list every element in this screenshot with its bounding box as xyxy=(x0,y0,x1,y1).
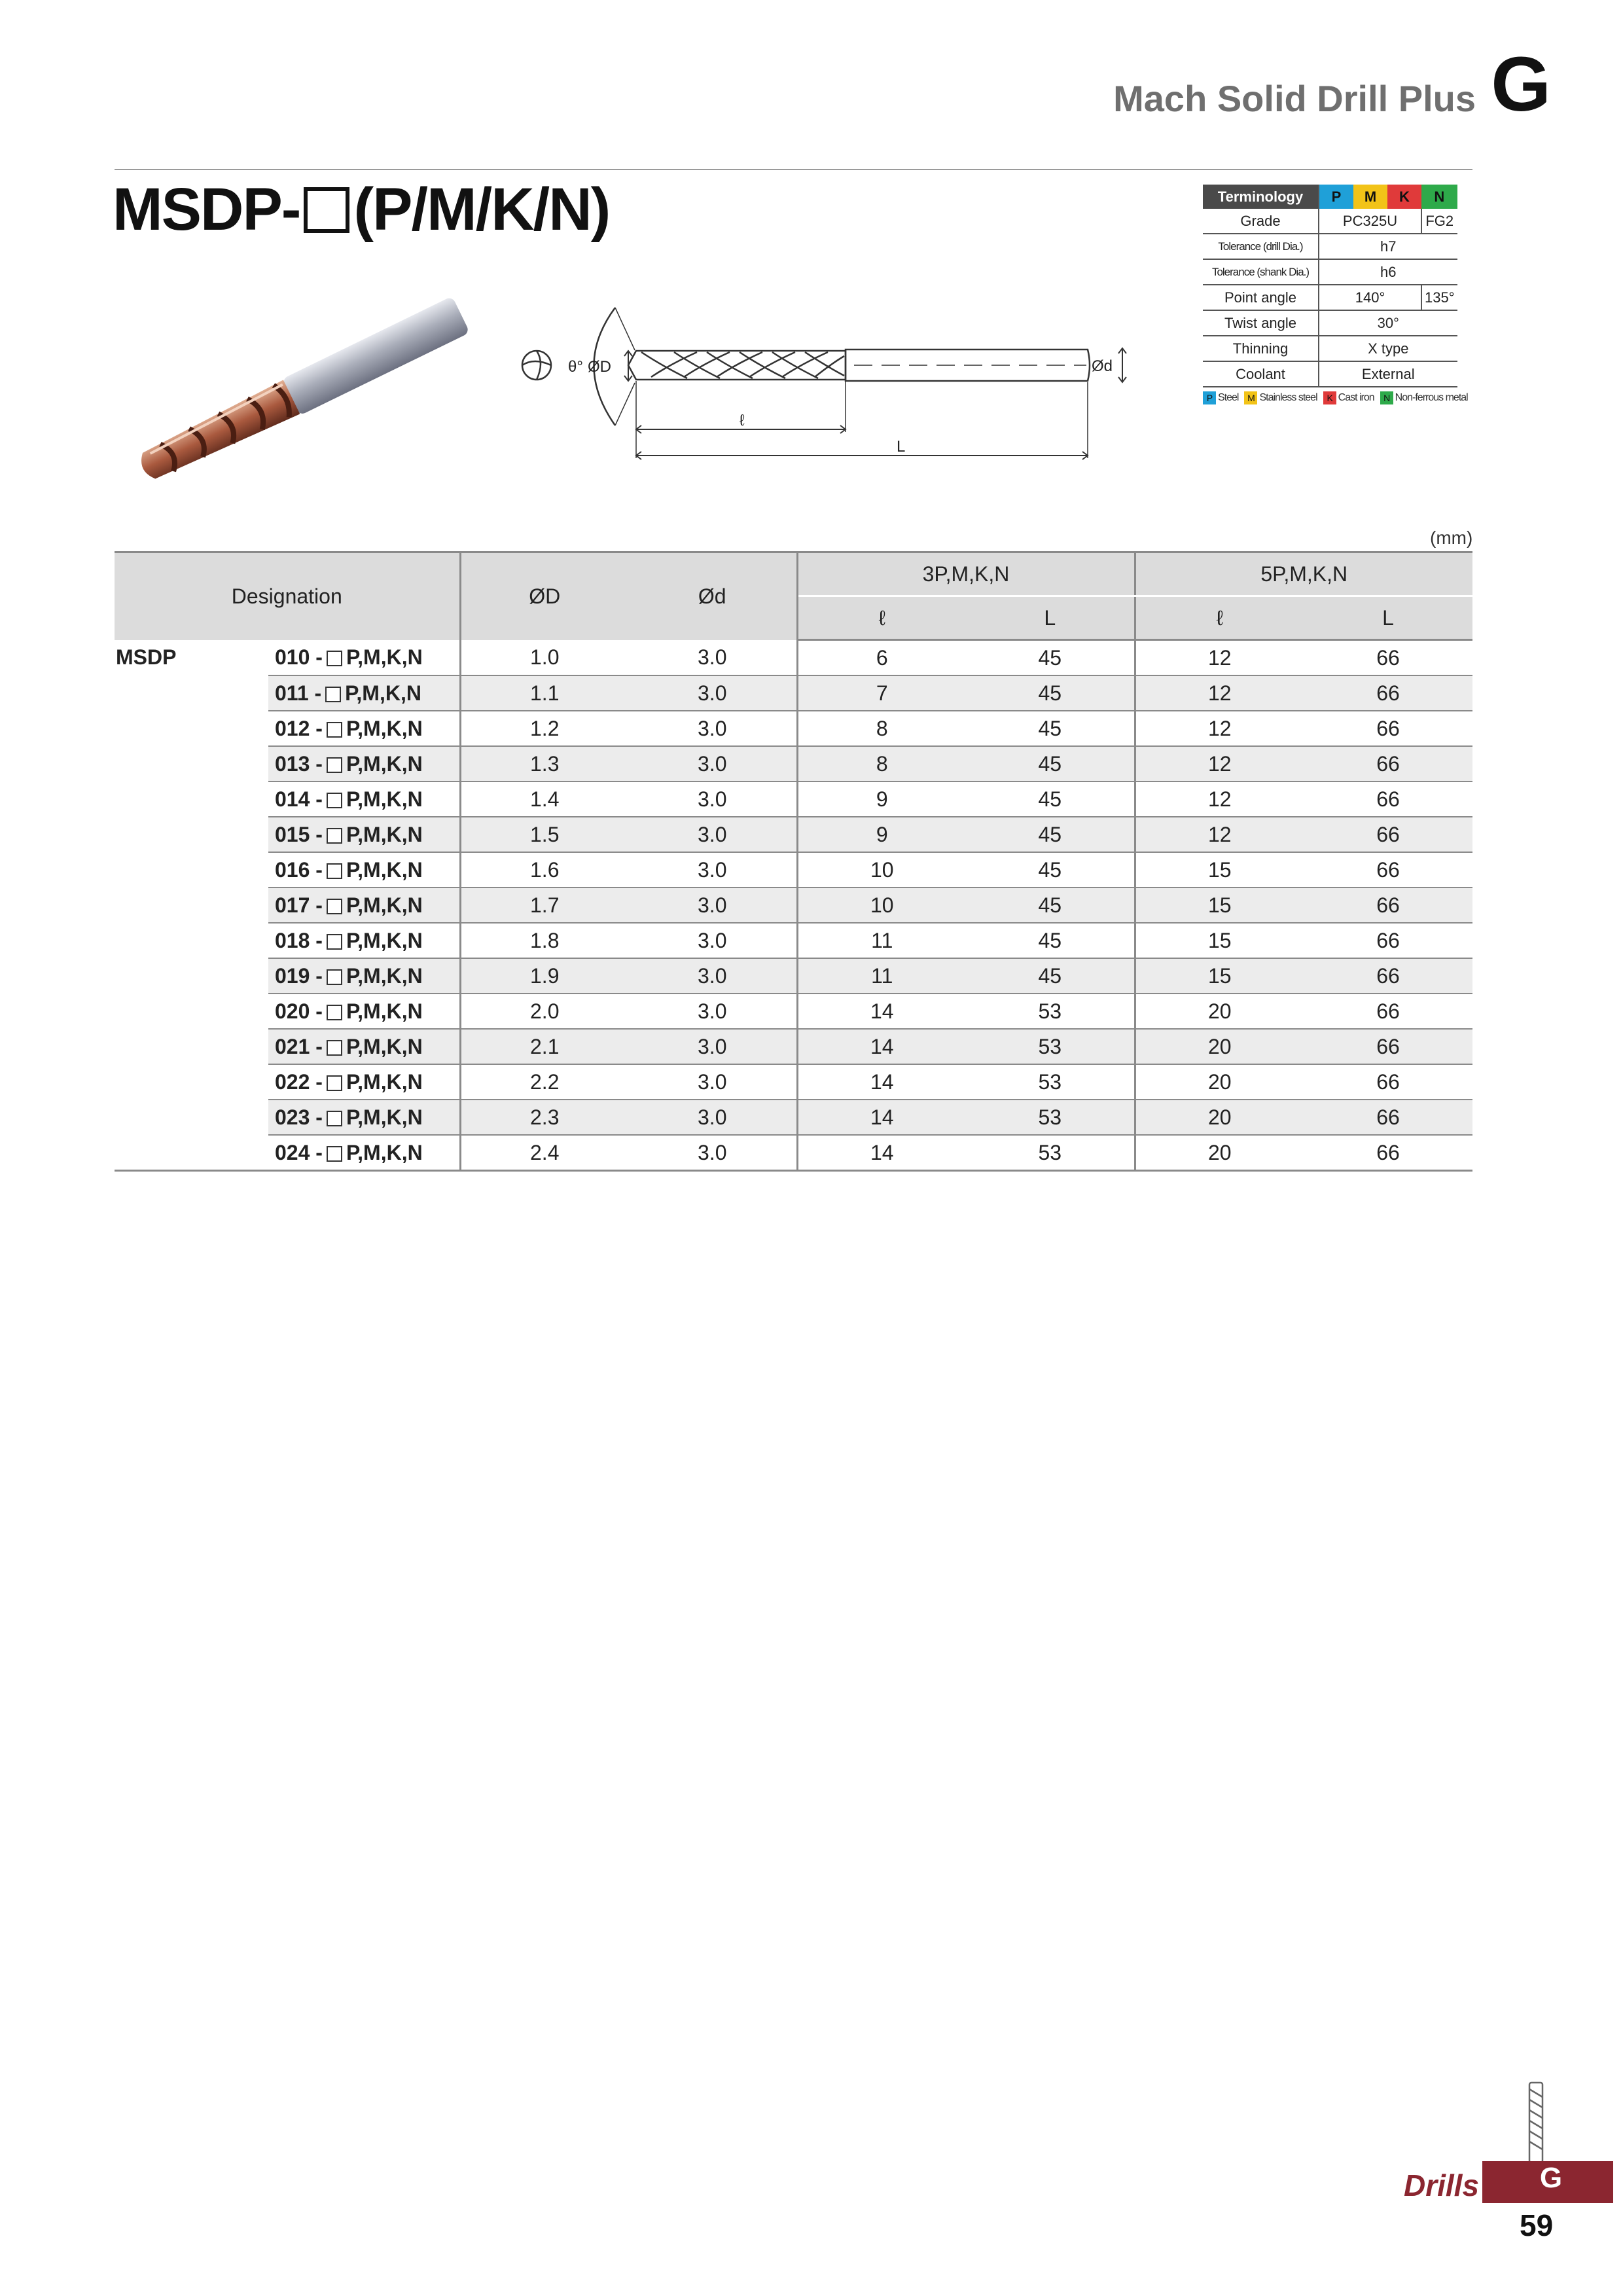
designation-suffix: P,M,K,N xyxy=(346,1105,423,1129)
designation-code: 021 - xyxy=(275,1034,323,1058)
material-p: P xyxy=(1319,185,1353,209)
series-cell xyxy=(115,711,268,746)
term-label: Thinning xyxy=(1203,336,1319,361)
material-m: M xyxy=(1353,185,1387,209)
shank-dia-cell: 3.0 xyxy=(628,1100,797,1135)
shank-dia-cell: 3.0 xyxy=(628,817,797,852)
overall-length-label: L xyxy=(897,438,906,456)
flute-length-3d-cell: 10 xyxy=(797,852,966,888)
drill-dia-cell: 1.3 xyxy=(460,746,628,781)
overall-length-3d-cell: 45 xyxy=(966,852,1135,888)
designation-cell xyxy=(268,781,460,817)
designation-suffix: P,M,K,N xyxy=(345,681,421,705)
series-cell xyxy=(115,852,268,888)
legend-text: Cast iron xyxy=(1338,392,1374,403)
series-cell: MSDP xyxy=(116,645,177,670)
shank-dia-cell: 3.0 xyxy=(628,1064,797,1100)
placeholder-box-icon xyxy=(327,1005,342,1020)
flute-length-5d-cell: 12 xyxy=(1135,675,1304,711)
terminology-title: Terminology xyxy=(1203,185,1319,209)
drill-dia-cell: 2.3 xyxy=(460,1100,628,1135)
shank-dia-label: Ød xyxy=(1092,357,1113,375)
header-group-5d: 5P,M,K,N xyxy=(1135,552,1472,596)
placeholder-box-icon xyxy=(325,687,341,702)
series-cell xyxy=(115,817,268,852)
flute-length-5d-cell: 15 xyxy=(1135,888,1304,923)
designation-suffix: P,M,K,N xyxy=(346,928,423,952)
placeholder-box-icon xyxy=(327,1075,342,1091)
flute-length-3d-cell: 11 xyxy=(797,958,966,994)
drill-dia-cell: 2.1 xyxy=(460,1029,628,1064)
shank-dia-cell: 3.0 xyxy=(628,675,797,711)
dimension-table xyxy=(115,551,1472,1172)
header-shank-dia: Ød xyxy=(628,552,797,640)
term-label: Point angle xyxy=(1203,285,1319,310)
flute-length-3d-cell: 14 xyxy=(797,1100,966,1135)
overall-length-5d-cell: 66 xyxy=(1304,1064,1472,1100)
flute-length-3d-cell: 14 xyxy=(797,1135,966,1171)
material-k: K xyxy=(1387,185,1421,209)
overall-length-5d-cell: 66 xyxy=(1304,675,1472,711)
table-row xyxy=(115,888,1472,923)
header-flute-length-3d: ℓ xyxy=(797,596,966,640)
flute-length-5d-cell: 20 xyxy=(1135,1135,1304,1171)
designation-cell xyxy=(268,994,460,1029)
overall-length-5d-cell: 66 xyxy=(1304,923,1472,958)
drill-dia-cell: 1.0 xyxy=(460,640,628,676)
flute-length-3d-cell: 11 xyxy=(797,923,966,958)
drill-dia-cell: 2.2 xyxy=(460,1064,628,1100)
page-number: 59 xyxy=(1520,2208,1554,2242)
placeholder-box-icon xyxy=(327,969,342,985)
designation-cell xyxy=(268,1100,460,1135)
table-row xyxy=(115,675,1472,711)
terminology-table xyxy=(1203,185,1457,387)
term-value: 140° xyxy=(1319,285,1421,310)
flute-length-3d-cell: 9 xyxy=(797,817,966,852)
drill-dia-cell: 1.6 xyxy=(460,852,628,888)
designation-cell xyxy=(268,711,460,746)
overall-length-3d-cell: 45 xyxy=(966,711,1135,746)
shank-dia-cell: 3.0 xyxy=(628,781,797,817)
header-flute-length-5d: ℓ xyxy=(1135,596,1304,640)
overall-length-5d-cell: 66 xyxy=(1304,711,1472,746)
series-cell xyxy=(115,781,268,817)
series-title: Mach Solid Drill Plus xyxy=(1113,78,1476,119)
overall-length-3d-cell: 45 xyxy=(966,746,1135,781)
designation-code: 017 - xyxy=(275,893,323,917)
term-label: Tolerance (drill Dia.) xyxy=(1203,234,1319,259)
header-overall-length-5d: L xyxy=(1304,596,1472,640)
designation-suffix: P,M,K,N xyxy=(346,857,423,882)
flute-length-3d-cell: 8 xyxy=(797,711,966,746)
overall-length-5d-cell: 66 xyxy=(1304,852,1472,888)
legend-text: Steel xyxy=(1218,392,1239,403)
designation-suffix: P,M,K,N xyxy=(346,999,423,1023)
legend-swatch: K xyxy=(1323,391,1336,404)
designation-code: 015 - xyxy=(275,822,323,846)
flute-length-5d-cell: 20 xyxy=(1135,1064,1304,1100)
designation-cell xyxy=(268,675,460,711)
designation-suffix: P,M,K,N xyxy=(346,822,423,846)
flute-length-3d-cell: 14 xyxy=(797,994,966,1029)
series-cell xyxy=(115,1135,268,1171)
overall-length-5d-cell: 66 xyxy=(1304,781,1472,817)
shank-dia-cell: 3.0 xyxy=(628,923,797,958)
designation-cell xyxy=(268,852,460,888)
drill-dia-cell: 1.2 xyxy=(460,711,628,746)
shank-dia-cell: 3.0 xyxy=(628,1135,797,1171)
term-value: External xyxy=(1319,361,1457,387)
table-row xyxy=(115,1100,1472,1135)
table-row xyxy=(115,1135,1472,1171)
legend-swatch: P xyxy=(1203,391,1216,404)
term-label: Coolant xyxy=(1203,361,1319,387)
shank-dia-cell: 3.0 xyxy=(628,640,797,676)
overall-length-3d-cell: 45 xyxy=(966,817,1135,852)
term-value: h6 xyxy=(1319,259,1457,285)
section-letter: G xyxy=(1491,41,1551,128)
shank-dia-cell: 3.0 xyxy=(628,852,797,888)
designation-cell xyxy=(268,746,460,781)
table-row xyxy=(115,711,1472,746)
flute-length-5d-cell: 15 xyxy=(1135,852,1304,888)
overall-length-5d-cell: 66 xyxy=(1304,994,1472,1029)
series-cell xyxy=(115,1029,268,1064)
designation-code: 019 - xyxy=(275,963,323,988)
series-cell xyxy=(115,746,268,781)
designation-code: 013 - xyxy=(275,751,323,776)
designation-cell xyxy=(268,1064,460,1100)
header-designation: Designation xyxy=(115,552,460,640)
flute-length-3d-cell: 9 xyxy=(797,781,966,817)
shank-dia-cell: 3.0 xyxy=(628,994,797,1029)
flute-length-3d-cell: 7 xyxy=(797,675,966,711)
term-label: Twist angle xyxy=(1203,310,1319,336)
legend-text: Non-ferrous metal xyxy=(1395,392,1468,403)
overall-length-3d-cell: 45 xyxy=(966,640,1135,676)
designation-code: 010 - xyxy=(275,645,323,669)
term-value: h7 xyxy=(1319,234,1457,259)
designation-code: 011 - xyxy=(275,681,322,705)
flute-length-3d-cell: 10 xyxy=(797,888,966,923)
series-cell xyxy=(115,923,268,958)
overall-length-5d-cell: 66 xyxy=(1304,817,1472,852)
overall-length-5d-cell: 66 xyxy=(1304,958,1472,994)
legend-text: Stainless steel xyxy=(1259,392,1317,403)
designation-suffix: P,M,K,N xyxy=(346,716,423,740)
designation-suffix: P,M,K,N xyxy=(346,787,423,811)
flute-length-5d-cell: 15 xyxy=(1135,958,1304,994)
series-cell xyxy=(115,888,268,923)
drill-photo xyxy=(111,288,491,491)
designation-suffix: P,M,K,N xyxy=(346,645,423,669)
drill-dia-cell: 2.4 xyxy=(460,1135,628,1171)
placeholder-box-icon xyxy=(327,1111,342,1126)
flute-length-5d-cell: 20 xyxy=(1135,1100,1304,1135)
series-cell xyxy=(115,1064,268,1100)
designation-suffix: P,M,K,N xyxy=(346,893,423,917)
overall-length-3d-cell: 45 xyxy=(966,958,1135,994)
drill-dia-cell: 1.9 xyxy=(460,958,628,994)
flute-length-5d-cell: 20 xyxy=(1135,1029,1304,1064)
series-cell xyxy=(115,958,268,994)
designation-code: 016 - xyxy=(275,857,323,882)
angle-label: θ° xyxy=(568,358,583,376)
flute-length-5d-cell: 20 xyxy=(1135,994,1304,1029)
placeholder-box-icon xyxy=(327,899,342,914)
shank-dia-cell: 3.0 xyxy=(628,711,797,746)
flute-length-5d-cell: 12 xyxy=(1135,746,1304,781)
shank-dia-cell: 3.0 xyxy=(628,958,797,994)
flute-length-3d-cell: 14 xyxy=(797,1029,966,1064)
shank-dia-cell: 3.0 xyxy=(628,888,797,923)
placeholder-box-icon xyxy=(327,863,342,879)
flute-length-5d-cell: 12 xyxy=(1135,817,1304,852)
term-label: Tolerance (shank Dia.) xyxy=(1203,259,1319,285)
legend-swatch: M xyxy=(1244,391,1257,404)
drill-shank xyxy=(281,296,470,416)
header-drill-dia: ØD xyxy=(460,552,628,640)
placeholder-box-icon xyxy=(327,828,342,844)
shank-dia-cell: 3.0 xyxy=(628,746,797,781)
designation-cell xyxy=(268,640,460,676)
overall-length-3d-cell: 53 xyxy=(966,1135,1135,1171)
flute-length-3d-cell: 14 xyxy=(797,1064,966,1100)
table-row xyxy=(115,852,1472,888)
placeholder-box-icon xyxy=(327,757,342,773)
table-row xyxy=(115,640,1472,676)
dimension-table-body xyxy=(115,640,1472,1171)
drill-dia-cell: 1.5 xyxy=(460,817,628,852)
material-legend xyxy=(1203,391,1474,404)
overall-length-5d-cell: 66 xyxy=(1304,1135,1472,1171)
placeholder-box-icon xyxy=(327,722,342,738)
table-row xyxy=(115,781,1472,817)
header-divider xyxy=(115,169,1472,170)
drill-dimension-drawing xyxy=(510,295,1165,471)
overall-length-5d-cell: 66 xyxy=(1304,746,1472,781)
table-row xyxy=(115,994,1472,1029)
overall-length-3d-cell: 53 xyxy=(966,1100,1135,1135)
series-cell xyxy=(115,1100,268,1135)
flute-length-5d-cell: 12 xyxy=(1135,781,1304,817)
drill-dia-cell: 1.1 xyxy=(460,675,628,711)
drill-dia-cell: 1.8 xyxy=(460,923,628,958)
designation-code: 014 - xyxy=(275,787,323,811)
flute-length-5d-cell: 15 xyxy=(1135,923,1304,958)
term-label: Grade xyxy=(1203,209,1319,234)
overall-length-5d-cell: 66 xyxy=(1304,888,1472,923)
unit-label: (mm) xyxy=(1430,528,1473,548)
flute-length-5d-cell: 12 xyxy=(1135,640,1304,676)
designation-suffix: P,M,K,N xyxy=(346,1034,423,1058)
overall-length-3d-cell: 53 xyxy=(966,994,1135,1029)
overall-length-5d-cell: 66 xyxy=(1304,1029,1472,1064)
designation-suffix: P,M,K,N xyxy=(346,963,423,988)
overall-length-3d-cell: 45 xyxy=(966,888,1135,923)
flute-length-label: ℓ xyxy=(740,412,745,429)
legend-item xyxy=(1380,391,1468,404)
designation-suffix: P,M,K,N xyxy=(346,751,423,776)
drill-flutes xyxy=(135,380,300,486)
legend-item xyxy=(1203,391,1238,404)
drill-dia-cell: 1.7 xyxy=(460,888,628,923)
designation-cell xyxy=(268,958,460,994)
designation-code: 024 - xyxy=(275,1140,323,1164)
flute-length-5d-cell: 12 xyxy=(1135,711,1304,746)
drill-icon xyxy=(1526,2080,1546,2165)
term-value: 135° xyxy=(1421,285,1457,310)
series-cell xyxy=(115,675,268,711)
header-group-3d: 3P,M,K,N xyxy=(797,552,1135,596)
overall-length-3d-cell: 45 xyxy=(966,675,1135,711)
flute-length-3d-cell: 6 xyxy=(797,640,966,676)
term-value: PC325U xyxy=(1319,209,1421,234)
overall-length-3d-cell: 45 xyxy=(966,781,1135,817)
drill-dia-label: ØD xyxy=(588,358,611,376)
designation-code: 020 - xyxy=(275,999,323,1023)
overall-length-5d-cell: 66 xyxy=(1304,640,1472,676)
overall-length-3d-cell: 45 xyxy=(966,923,1135,958)
designation-suffix: P,M,K,N xyxy=(346,1140,423,1164)
series-cell xyxy=(115,994,268,1029)
designation-code: 018 - xyxy=(275,928,323,952)
placeholder-box-icon xyxy=(327,1146,342,1162)
placeholder-box-icon xyxy=(327,1040,342,1056)
product-code-suffix: (P/M/K/N) xyxy=(353,176,610,243)
term-value: FG2 xyxy=(1421,209,1457,234)
designation-cell xyxy=(268,1029,460,1064)
designation-suffix: P,M,K,N xyxy=(346,1069,423,1094)
placeholder-box-icon xyxy=(327,651,342,666)
designation-cell xyxy=(268,888,460,923)
placeholder-box-icon xyxy=(327,793,342,808)
legend-item xyxy=(1244,391,1317,404)
flute-length-3d-cell: 8 xyxy=(797,746,966,781)
table-row xyxy=(115,1064,1472,1100)
shank-dia-cell: 3.0 xyxy=(628,1029,797,1064)
table-row xyxy=(115,817,1472,852)
table-row xyxy=(115,958,1472,994)
material-n: N xyxy=(1421,185,1457,209)
table-row xyxy=(115,746,1472,781)
table-row xyxy=(115,923,1472,958)
designation-cell xyxy=(268,923,460,958)
section-name: Drills xyxy=(1404,2168,1480,2202)
drill-dia-cell: 1.4 xyxy=(460,781,628,817)
overall-length-5d-cell: 66 xyxy=(1304,1100,1472,1135)
placeholder-box-icon xyxy=(327,934,342,950)
drill-dia-cell: 2.0 xyxy=(460,994,628,1029)
overall-length-3d-cell: 53 xyxy=(966,1029,1135,1064)
designation-code: 022 - xyxy=(275,1069,323,1094)
designation-code: 023 - xyxy=(275,1105,323,1129)
legend-item xyxy=(1323,391,1374,404)
header-overall-length-3d: L xyxy=(966,596,1135,640)
placeholder-box-icon xyxy=(304,187,349,233)
legend-swatch: N xyxy=(1380,391,1393,404)
term-value: X type xyxy=(1319,336,1457,361)
term-value: 30° xyxy=(1319,310,1457,336)
section-tab-letter: G xyxy=(1539,2162,1563,2194)
table-row xyxy=(115,1029,1472,1064)
designation-cell xyxy=(268,817,460,852)
designation-code: 012 - xyxy=(275,716,323,740)
designation-cell xyxy=(268,1135,460,1171)
product-code-prefix: MSDP- xyxy=(113,176,300,243)
product-title xyxy=(113,175,609,244)
overall-length-3d-cell: 53 xyxy=(966,1064,1135,1100)
